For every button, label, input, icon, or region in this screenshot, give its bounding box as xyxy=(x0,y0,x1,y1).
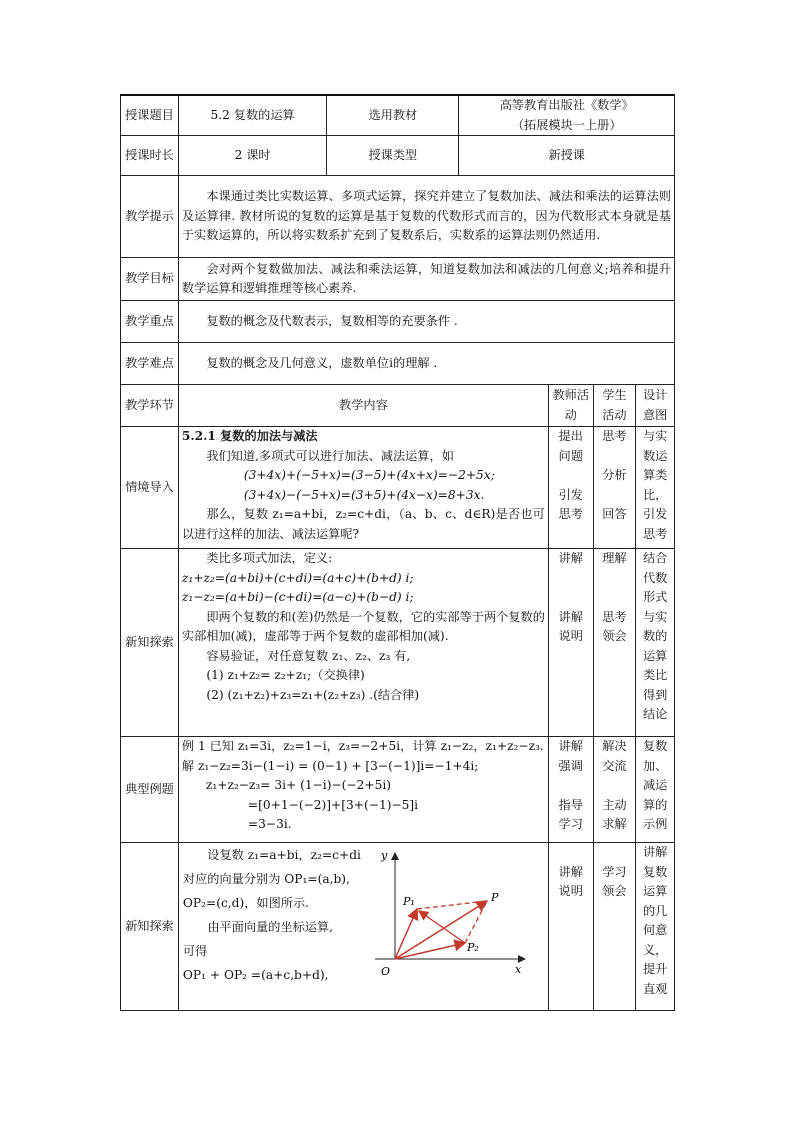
content-cell: 例 1 已知 z₁=3i，z₂=1−i，z₃=−2+5i，计算 z₁−z₂，z₁+z₂−z₃. 解 z₁−z₂=3i−(1−i) = (0−1) + [3−(−1)]i=−1+4i; z₁+z₂−z₃= 3i+ (1−i)−(−2+5i) =[0+1−(−2)]+[3+(−1)−5]i =3−3i. xyxy=(178,737,548,843)
col-content: 教学内容 xyxy=(178,385,548,427)
content-cell xyxy=(178,843,548,1011)
label-textbook: 选用教材 xyxy=(327,95,459,136)
col-student: 学生活动 xyxy=(593,385,636,427)
duration: 2 课时 xyxy=(178,136,326,176)
label-type: 授课类型 xyxy=(327,136,459,176)
teacher-activity: 提出 问题 引发 思考 xyxy=(548,427,593,549)
col-stage: 教学环节 xyxy=(121,385,179,427)
label-x: x xyxy=(514,963,522,976)
label-p1: P₁ xyxy=(402,895,415,908)
design-intent: 与实 数运 算类 比， 引发 思考 xyxy=(636,427,675,549)
teaching-hint: 本课通过类比实数运算、多项式运算，探究并建立了复数加法、减法和乘法的运算法则及运算律. 教材所说的复数的运算是基于复数的代数形式而言的，因为代数形式本身就是基于实数运算的，所以将实数系扩充到了复数系后，实数系的运算法则仍然适用. xyxy=(178,176,674,258)
teacher-activity: 讲解 说明 xyxy=(548,843,593,1011)
vector-op2 xyxy=(395,943,465,959)
col-teacher: 教师活动 xyxy=(548,385,593,427)
teaching-key: 复数的概念及代数表示，复数相等的充要条件 . xyxy=(178,301,674,343)
stage-label: 典型例题 xyxy=(121,737,179,843)
label-p: P xyxy=(490,891,499,904)
student-activity: 解决 交流 主动 求解 xyxy=(593,737,636,843)
lesson-plan-table xyxy=(120,94,675,1011)
teacher-activity: 讲解 讲解 说明 xyxy=(548,549,593,737)
label-o: O xyxy=(380,965,390,978)
label-hint: 教学提示 xyxy=(121,176,179,258)
label-y: y xyxy=(380,849,388,862)
col-design: 设计意图 xyxy=(636,385,675,427)
teacher-activity: 讲解 强调 指导 学习 xyxy=(548,737,593,843)
label-course-topic: 授课题目 xyxy=(121,95,179,136)
design-intent: 讲解 复数 运算 的几 何意 义， 提升 直观 xyxy=(636,843,675,1011)
teaching-difficulty: 复数的概念及几何意义，虚数单位i的理解 . xyxy=(178,343,674,385)
stage-label: 新知探索 xyxy=(121,843,179,1011)
vector-text: 设复数 z₁=a+bi，z₂=c+di 对应的向量分别为 OP₁=(a,b), OP₂=(c,d)，如图所示. 由平面向量的坐标运算, 可得 OP₁ + OP₂ =(a+c,b+d), xyxy=(182,848,361,982)
vector-diagram xyxy=(375,847,535,987)
lesson-type: 新授课 xyxy=(459,136,675,176)
vector-p1p2 xyxy=(419,911,465,943)
design-intent: 结合 代数 形式 与实 数的 运算 类比 得到 结论 xyxy=(636,549,675,737)
example-title: 例 1 已知 z₁=3i，z₂=1−i，z₃=−2+5i，计算 z₁−z₂，z₁+z₂−z₃. xyxy=(181,739,544,753)
section-title: 5.2.1 复数的加法与减法 xyxy=(181,429,318,443)
textbook: 高等教育出版社《数学》 （拓展模块一上册） xyxy=(459,95,675,136)
teaching-goal: 会对两个复数做加法、减法和乘法运算，知道复数加法和减法的几何意义;培养和提升数学运算和逻辑推理等核心素养. xyxy=(178,258,674,301)
student-activity: 思考 分析 回答 xyxy=(593,427,636,549)
label-p2: P₂ xyxy=(466,941,479,954)
label-difficulty: 教学难点 xyxy=(121,343,179,385)
course-topic: 5.2 复数的运算 xyxy=(178,95,326,136)
stage-label: 情境导入 xyxy=(121,427,179,549)
student-activity: 理解 思考 领会 xyxy=(593,549,636,737)
stage-label: 新知探索 xyxy=(121,549,179,737)
label-goal: 教学目标 xyxy=(121,258,179,301)
content-cell: 类比多项式加法，定义: z₁+z₂=(a+bi)+(c+di)=(a+c)+(b+d) i; z₁−z₂=(a+bi)−(c+di)=(a−c)+(b−d) i; 即两个复数的和(差)仍然是一个复数，它的实部等于两个复数的实部相加(减)，虚部等于两个复数的虚部相加(减). 容易验证，对任意复数 z₁、z₂、z₃ 有, (1) z₁+z₂= z₂+z₁;（交换律) (2) (z₁+z₂)+z₃=z₁+(z₂+z₃) .(结合律) xyxy=(178,549,548,737)
label-duration: 授课时长 xyxy=(121,136,179,176)
label-key: 教学重点 xyxy=(121,301,179,343)
student-activity: 学习 领会 xyxy=(593,843,636,1011)
design-intent: 复数 加、 减运 算的 示例 xyxy=(636,737,675,843)
content-cell: 5.2.1 复数的加法与减法 我们知道,多项式可以进行加法、减法运算，如 (3+4x)+(−5+x)=(3−5)+(4x+x)=−2+5x; (3+4x)−(−5+x)=(3+5)+(4x−x)=8+3x. 那么，复数 z₁=a+bi，z₂=c+di，（a、b、c、d∈R)是否也可以进行这样的加法、减法运算呢? xyxy=(178,427,548,549)
